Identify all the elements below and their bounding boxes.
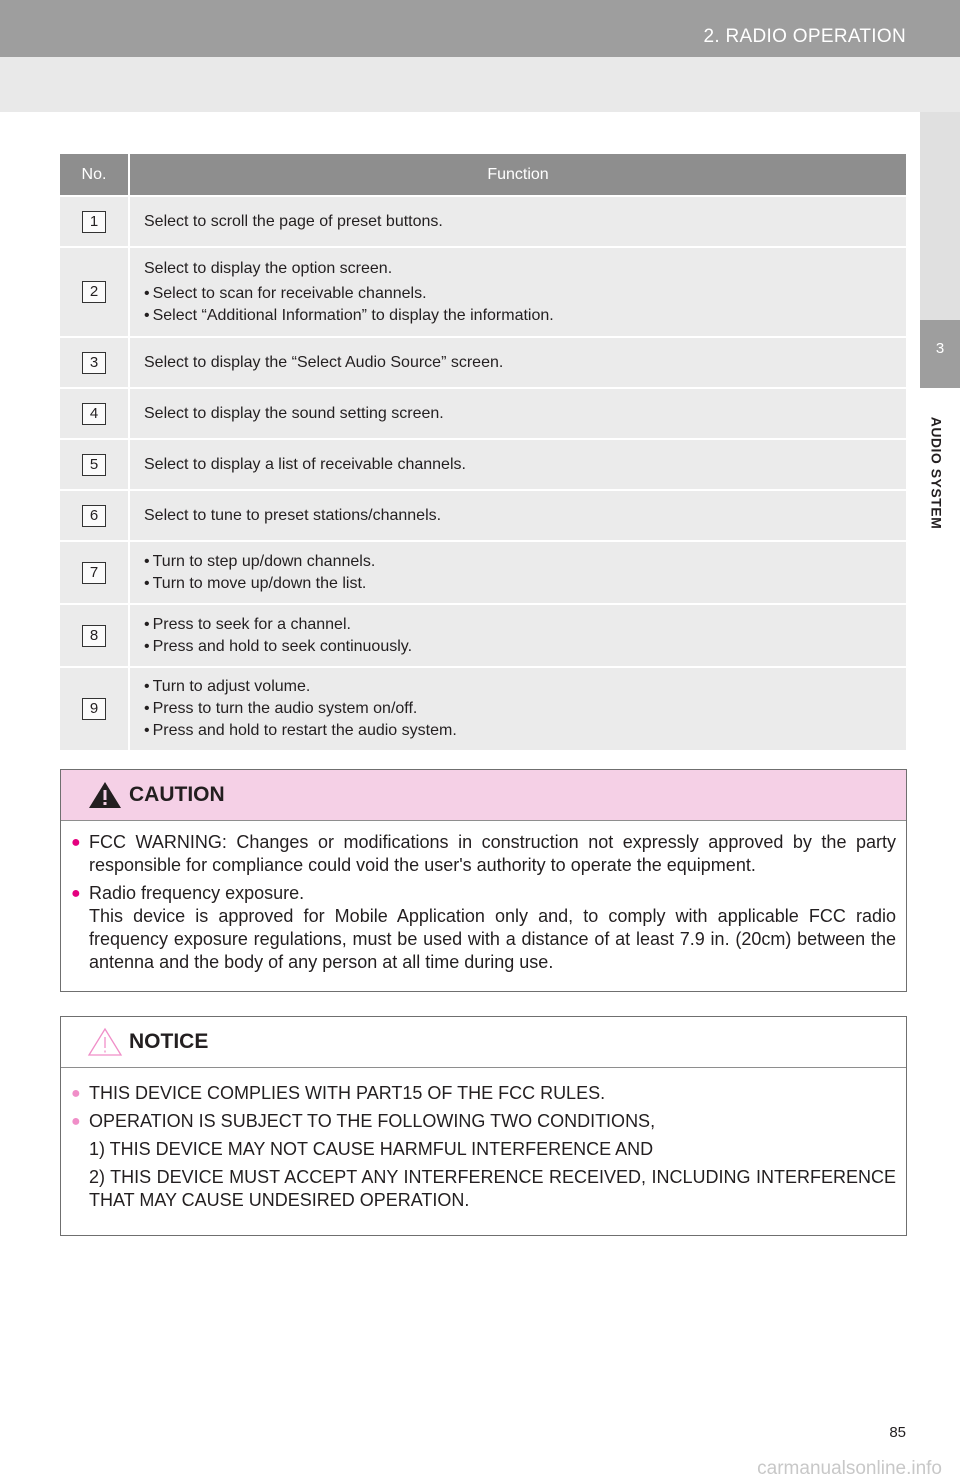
- notice-item: [71, 1082, 896, 1105]
- table-row: [60, 438, 906, 489]
- function-cell: [130, 489, 906, 540]
- row-number-badge: 1: [82, 211, 106, 233]
- row-number-badge: 5: [82, 454, 106, 476]
- function-bullet: • Press to turn the audio system on/off.: [144, 698, 892, 720]
- chapter-number: 3: [935, 340, 945, 357]
- function-cell: [130, 540, 906, 603]
- row-number-badge: 6: [82, 505, 106, 527]
- function-text: Select to display the option screen.: [144, 259, 393, 277]
- function-cell: [130, 666, 906, 750]
- table-row: [60, 195, 906, 246]
- row-number-badge: 9: [82, 698, 106, 720]
- row-number-cell: [60, 489, 130, 540]
- function-bullet: • Press and hold to seek continuously.: [144, 636, 892, 658]
- function-bullet: • Turn to step up/down channels.: [144, 551, 892, 573]
- function-cell: [130, 246, 906, 336]
- notice-condition-1: 1) THIS DEVICE MAY NOT CAUSE HARMFUL INTERFERENCE AND: [89, 1139, 654, 1159]
- function-bullet: • Press to seek for a channel.: [144, 614, 892, 636]
- chapter-label-container: [912, 388, 960, 558]
- column-header-function: Function: [130, 154, 906, 195]
- notice-condition-2: 2) THIS DEVICE MUST ACCEPT ANY INTERFERENCE RECEIVED, INCLUDING INTERFERENCE THAT MAY CAUSE UNDESIRED OPERATION.: [89, 1167, 896, 1210]
- notice-box: [60, 1016, 907, 1236]
- row-number-cell: [60, 540, 130, 603]
- row-number-badge: 3: [82, 352, 106, 374]
- table-row: [60, 666, 906, 750]
- function-bullet: • Turn to move up/down the list.: [144, 573, 892, 595]
- row-number-cell: [60, 603, 130, 666]
- row-number-badge: 8: [82, 625, 106, 647]
- column-header-no: No.: [60, 154, 130, 195]
- notice-item-text: THIS DEVICE COMPLIES WITH PART15 OF THE FCC RULES.: [89, 1083, 606, 1103]
- caution-header: [61, 770, 906, 821]
- function-bullet: • Press and hold to restart the audio system.: [144, 720, 892, 742]
- bullet-dot-icon: ●: [71, 834, 81, 851]
- caution-text-line: Radio frequency exposure.: [89, 883, 305, 903]
- function-table: [60, 154, 906, 750]
- function-text: Select to display a list of receivable channels.: [144, 455, 466, 473]
- bullet-dot-icon: ●: [71, 885, 81, 902]
- table-row: [60, 540, 906, 603]
- table-row: [60, 246, 906, 336]
- notice-item: [71, 1110, 896, 1133]
- row-number-cell: [60, 336, 130, 387]
- function-bullet: • Select “Additional Information” to display the information.: [144, 305, 892, 327]
- table-body: [60, 195, 906, 750]
- table-header-row: [60, 154, 906, 195]
- function-text: Select to tune to preset stations/channels.: [144, 506, 442, 524]
- notice-title: NOTICE: [129, 1030, 209, 1053]
- caution-item: [71, 882, 896, 974]
- table-row: [60, 603, 906, 666]
- bullet-dot-icon: ●: [71, 1085, 81, 1102]
- function-cell: [130, 438, 906, 489]
- caution-text-line: This device is approved for Mobile Application only and, to comply with applicable FCC radio frequency exposure regulations, must be used with a distance of at least 7.9 in. (20cm) between the antenna and the body of any person at all time during use.: [89, 906, 896, 972]
- row-number-badge: 2: [82, 281, 106, 303]
- function-bullet: • Turn to adjust volume.: [144, 676, 892, 698]
- row-number-cell: [60, 246, 130, 336]
- function-text: Select to display the sound setting screen.: [144, 404, 444, 422]
- section-title: 2. RADIO OPERATION: [703, 26, 906, 47]
- row-number-cell: [60, 195, 130, 246]
- chapter-label: AUDIO SYSTEM: [928, 416, 945, 530]
- notice-triangle-icon: [87, 1027, 123, 1057]
- watermark: carmanualsonline.info: [757, 1458, 942, 1479]
- caution-text-line: FCC WARNING: Changes or modifications in construction not expressly approved by the party responsible for compliance could void the user's authority to operate the equipment.: [89, 832, 896, 875]
- caution-item: [71, 831, 896, 877]
- function-cell: [130, 603, 906, 666]
- caution-body: [61, 821, 906, 991]
- notice-body: [61, 1068, 906, 1235]
- chapter-tab-strip: [920, 112, 960, 322]
- table-row: [60, 489, 906, 540]
- row-number-cell: [60, 438, 130, 489]
- table-row: [60, 336, 906, 387]
- row-number-cell: [60, 666, 130, 750]
- caution-item-text: [89, 882, 896, 974]
- row-number-badge: 4: [82, 403, 106, 425]
- page-number: 85: [889, 1424, 906, 1441]
- function-bullet: • Select to scan for receivable channels.: [144, 283, 892, 305]
- row-number-cell: [60, 387, 130, 438]
- caution-item-text: [89, 831, 896, 877]
- warning-triangle-icon: [87, 780, 123, 810]
- function-cell: [130, 387, 906, 438]
- caution-box: [60, 769, 907, 992]
- function-text: Select to display the “Select Audio Source” screen.: [144, 353, 504, 371]
- table-row: [60, 387, 906, 438]
- notice-item-text: OPERATION IS SUBJECT TO THE FOLLOWING TWO CONDITIONS,: [89, 1111, 656, 1131]
- notice-header: [61, 1017, 906, 1068]
- function-cell: [130, 195, 906, 246]
- caution-title: CAUTION: [129, 783, 225, 806]
- bullet-dot-icon: ●: [71, 1113, 81, 1130]
- function-cell: [130, 336, 906, 387]
- row-number-badge: 7: [82, 562, 106, 584]
- function-text: Select to scroll the page of preset buttons.: [144, 212, 443, 230]
